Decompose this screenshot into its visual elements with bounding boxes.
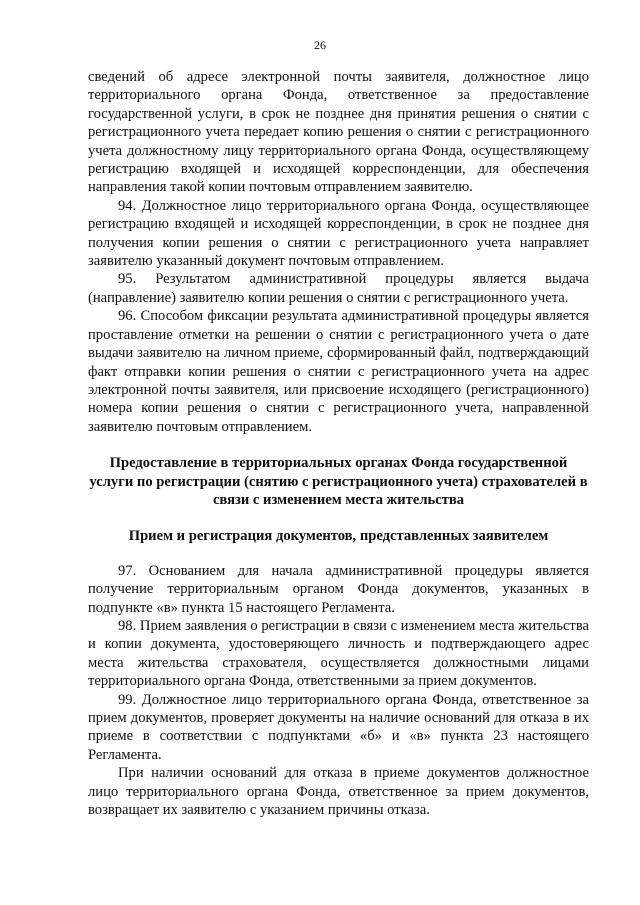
paragraph-97: 97. Основанием для начала административной процедуры является получение территориальным органом Фонда документов, указанных в подпункте «в» пункта 15 настоящего Регламента. bbox=[88, 562, 589, 616]
page-number: 26 bbox=[314, 38, 326, 52]
paragraph-95: 95. Результатом административной процедуры является выдача (направление) заявителю копии решения о снятии с регистрационного учета. bbox=[88, 271, 589, 306]
paragraph-continuation: сведений об адресе электронной почты заявителя, должностное лицо территориального органа Фонда, ответственное за предоставление государственной услуги, в срок не позднее дня принятия решения о снятии с регистрационного учета передает копию решения о снятии с регистрационного учета должностному лицу территориального органа Фонда, осуществляющему регистрацию входящей и исходящей корреспонденции, для обеспечения направления такой копии почтовым отправлением заявителю. bbox=[88, 69, 589, 196]
paragraph-98: 98. Прием заявления о регистрации в связи с изменением места жительства и копии документа, удостоверяющего личность и подтверждающего адрес места жительства страхователя, осуществляется должностными лицами территориального органа Фонда, ответственными за прием документов. bbox=[88, 617, 589, 690]
paragraph-96: 96. Способом фиксации результата административной процедуры является проставление отметки на решении о снятии с регистрационного учета о дате выдачи заявителю на личном приеме, сформированный файл, подтверждающий факт отправки копии решения о снятии с регистрационного учета на адрес электронной почты заявителя, или присвоение исходящего (регистрационного) номера копии решения о снятии с регистрационного учета, направленной заявителю почтовым отправлением. bbox=[88, 308, 589, 435]
paragraph-94: 94. Должностное лицо территориального органа Фонда, осуществляющее регистрацию входящей и исходящей корреспонденции, в срок не позднее дня получения копии решения о снятии с регистрационного учета направляет заявителю указанный документ почтовым отправлением. bbox=[88, 197, 589, 270]
section-title: Предоставление в территориальных органах Фонда государственной услуги по регистрации (снятию с регистрационного учета) страхователей в связи с изменением места жительства bbox=[89, 455, 588, 508]
paragraph-refusal: При наличии оснований для отказа в приеме документов должностное лицо территориального органа Фонда, ответственное за прием документов, возвращает их заявителю с указанием причины отказа. bbox=[88, 765, 589, 819]
paragraph-99: 99. Должностное лицо территориального органа Фонда, ответственное за прием документов, проверяет документы на наличие оснований для отказа в их приеме в соответствии с подпунктами «б» и «в» пункта 23 настоящего Регламента. bbox=[88, 691, 589, 763]
spacer bbox=[88, 546, 589, 562]
subsection-title: Прием и регистрация документов, представленных заявителем bbox=[128, 528, 549, 545]
document-body bbox=[88, 68, 589, 819]
